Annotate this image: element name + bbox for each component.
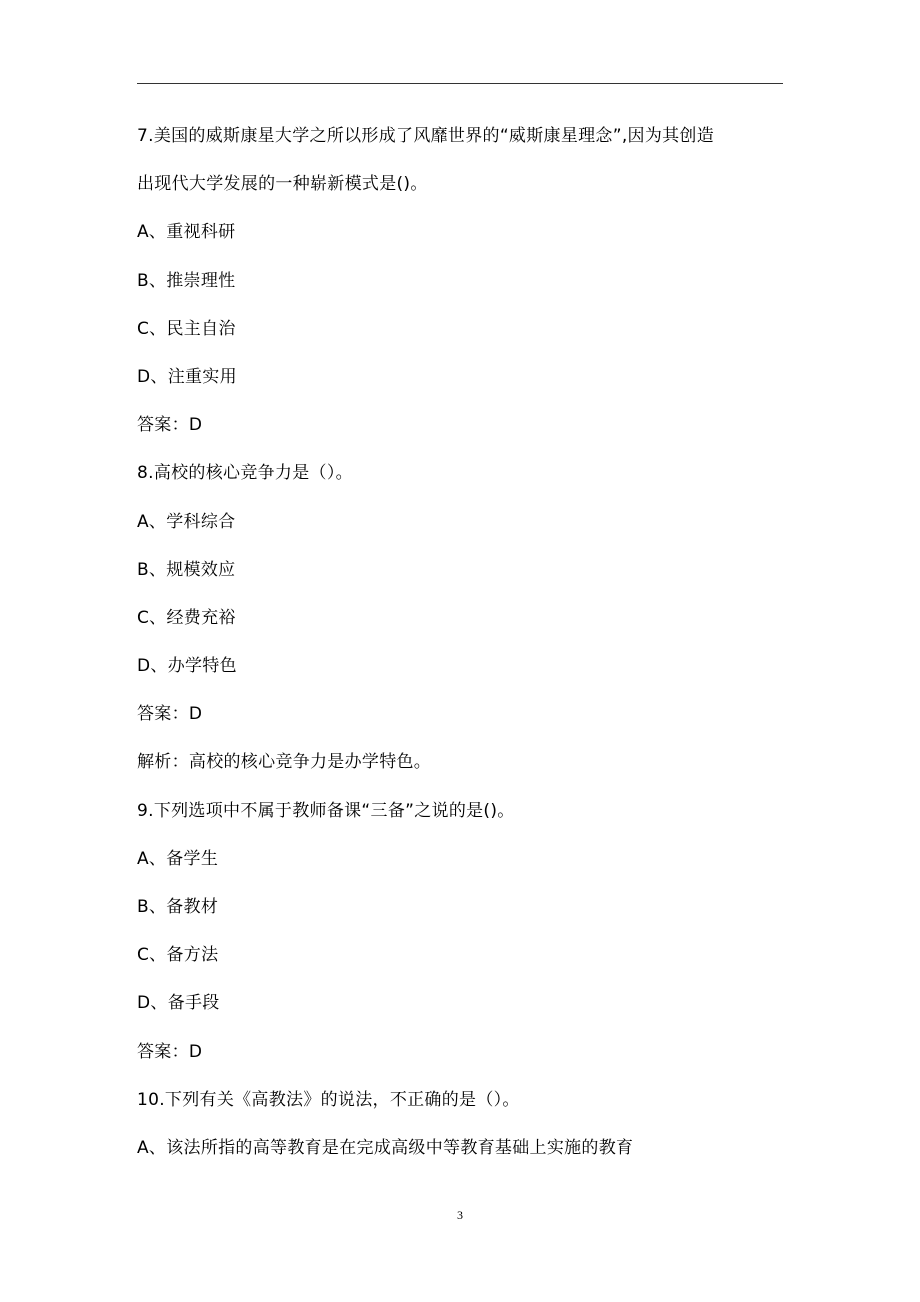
question-9-stem: 9.下列选项中不属于教师备课“三备”之说的是()。 [137, 800, 515, 821]
question-7-stem-line-1: 7.美国的威斯康星大学之所以形成了风靡世界的“威斯康星理念”,因为其创造 [137, 126, 715, 146]
question-10-option-a: A、该法所指的高等教育是在完成高级中等教育基础上实施的教育 [137, 1137, 634, 1158]
question-7-stem-line-2: 出现代大学发展的一种崭新模式是()。 [137, 174, 428, 195]
question-8-answer: 答案：D [137, 704, 203, 725]
question-8-stem: 8.高校的核心竞争力是（）。 [137, 463, 353, 484]
question-8-option-a: A、学科综合 [137, 511, 236, 532]
question-8-option-d: D、办学特色 [137, 656, 237, 677]
page-number: 3 [457, 1208, 463, 1222]
question-7-option-a: A、重视科研 [137, 222, 236, 243]
question-9-option-b: B、备教材 [137, 897, 219, 917]
question-9-option-c: C、备方法 [137, 945, 219, 966]
question-7-option-b: B、推崇理性 [137, 270, 236, 291]
question-7-option-d: D、注重实用 [137, 366, 237, 387]
question-9-answer: 答案：D [137, 1041, 203, 1062]
question-8-option-c: C、经费充裕 [137, 607, 236, 628]
question-8-explanation: 解析：高校的核心竞争力是办学特色。 [137, 752, 432, 773]
header-rule [137, 83, 783, 84]
question-9-option-d: D、备手段 [137, 993, 220, 1014]
question-8-option-b: B、规模效应 [137, 559, 236, 580]
question-7-option-c: C、民主自治 [137, 318, 236, 339]
question-9-option-a: A、备学生 [137, 848, 219, 869]
question-10-stem: 10.下列有关《高教法》的说法，不正确的是（）。 [137, 1089, 520, 1110]
question-7-answer: 答案：D [137, 415, 203, 436]
document-body [137, 119, 783, 1179]
